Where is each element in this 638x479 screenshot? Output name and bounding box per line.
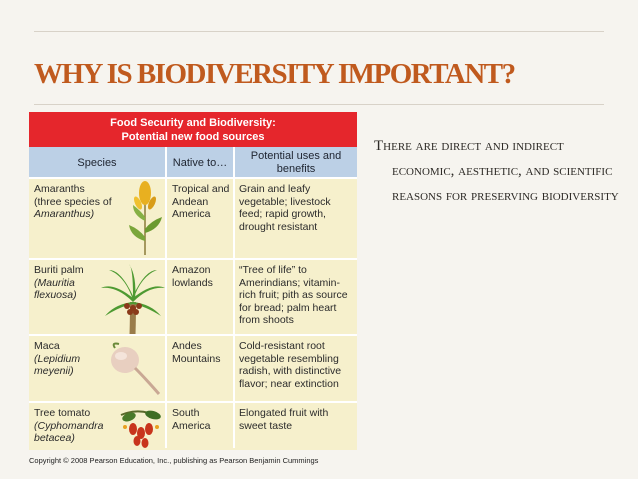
- species-cell: [34, 407, 118, 445]
- species-latin: (Lepidium meyenii): [34, 352, 81, 377]
- column-header-uses: Potential uses and benefits: [235, 147, 357, 179]
- table-row: [29, 334, 357, 403]
- food-security-figure: [29, 112, 357, 469]
- species-latin: (Cyphomandra betacea): [34, 419, 104, 444]
- table-row: [29, 177, 357, 260]
- bullet-point: [374, 134, 619, 209]
- uses-cell: Cold-resistant root vegetable resembling radish, with distinctive flavor; near extinction: [239, 340, 342, 390]
- uses-cell: Elongated fruit with sweet taste: [239, 407, 329, 432]
- native-cell: Andes Mountains: [172, 340, 221, 365]
- native-cell: South America: [172, 407, 211, 432]
- species-cell: [34, 264, 104, 302]
- species-name: Buriti palm: [34, 264, 84, 276]
- species-latin-prefix: (three species of: [34, 195, 112, 208]
- species-cell: [34, 340, 104, 378]
- native-cell: Tropical and Andean America: [172, 183, 230, 220]
- species-latin: (Mauritia flexuosa): [34, 276, 77, 301]
- species-name: Amaranths: [34, 183, 85, 195]
- species-name: Tree tomato: [34, 407, 91, 419]
- species-latin: Amaranthus): [34, 208, 95, 220]
- copyright-notice: Copyright © 2008 Pearson Education, Inc., publishing as Pearson Benjamin Cummings: [29, 456, 319, 465]
- column-header-native: Native to…: [167, 147, 233, 179]
- bullet-text: There are direct and indirect economic, aesthetic, and scientific reasons for preserving biodiversity: [374, 138, 619, 204]
- column-divider: [165, 147, 167, 448]
- title-divider: [34, 104, 604, 105]
- native-cell: Amazon lowlands: [172, 264, 213, 289]
- tree-tomato-illustration: [115, 405, 167, 449]
- column-header-species: Species: [29, 147, 165, 179]
- uses-cell: Grain and leafy vegetable; livestock feed; rapid growth, drought resistant: [239, 183, 331, 233]
- uses-cell: “Tree of life” to Amerindians; vitamin-rich fruit; pith as source for bread; palm heart from shoots: [239, 264, 348, 326]
- figure-title: [29, 112, 357, 147]
- maca-root-illustration: [105, 340, 163, 398]
- slide-title: WHY IS BIODIVERSITY IMPORTANT?: [34, 58, 515, 90]
- figure-title-line1: Food Security and Biodiversity:: [110, 116, 276, 129]
- species-name: Maca: [34, 340, 60, 352]
- figure-title-line2: Potential new food sources: [121, 130, 265, 143]
- species-cell: [34, 183, 124, 221]
- amaranth-plant-illustration: [125, 181, 165, 257]
- column-divider: [233, 147, 235, 448]
- table-row: [29, 401, 357, 450]
- top-divider: [34, 31, 604, 32]
